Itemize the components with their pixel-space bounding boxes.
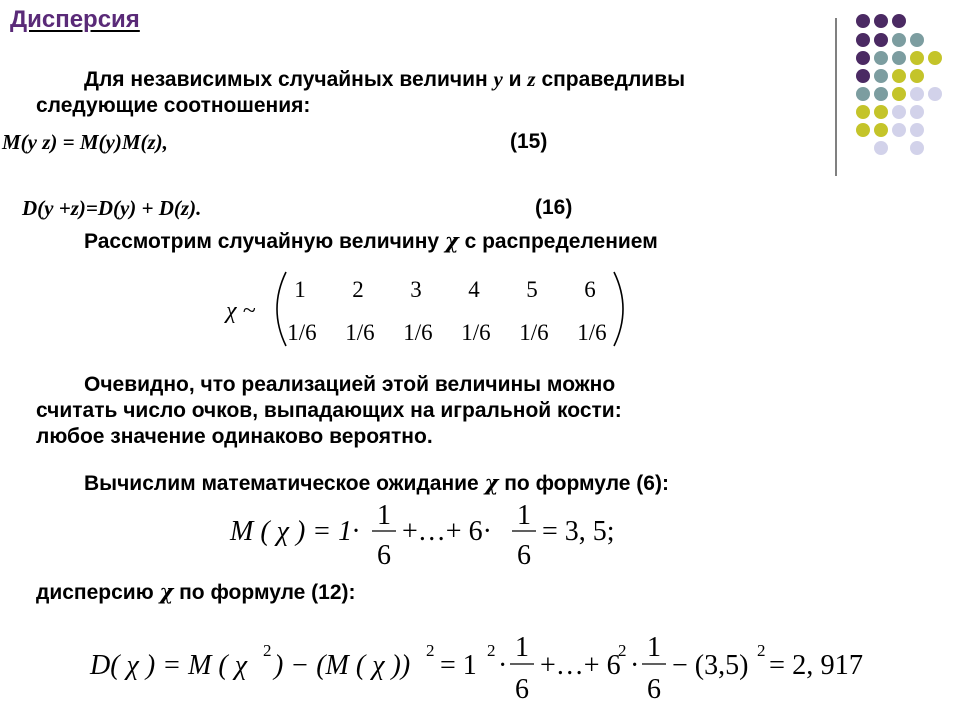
var-frac1-den: 6 — [515, 674, 529, 705]
chi-symbol: χ — [159, 579, 174, 604]
var-dot1: · — [498, 650, 508, 681]
var-mid4: − (3,5) — [672, 650, 749, 681]
prob-row — [287, 320, 606, 345]
var-lhs: D( χ ) = M ( χ — [90, 650, 248, 681]
consider-text-a: Рассмотрим случайную величину — [84, 230, 445, 253]
decor-dot — [874, 105, 888, 119]
variance-formula — [88, 624, 868, 714]
var-rhs: = 2, 917 — [769, 650, 863, 681]
decor-dot — [928, 87, 942, 101]
intro-text-b: справедливы — [535, 68, 686, 91]
decor-dot — [910, 51, 924, 65]
var-mid3: +…+ 6 — [540, 650, 621, 681]
obvious-paragraph — [36, 372, 836, 450]
decor-dot — [910, 105, 924, 119]
decor-dot — [856, 123, 870, 137]
variance-label-text-a: дисперсию — [36, 581, 160, 604]
decor-dot — [892, 105, 906, 119]
var-z: z — [527, 67, 536, 91]
distribution-matrix — [222, 266, 642, 352]
var-sq4: 2 — [618, 641, 627, 660]
decor-dot — [892, 87, 906, 101]
compute-mean-line — [84, 470, 669, 496]
mean-rhs: = 3, 5; — [542, 516, 615, 547]
obvious-line-3: любое значение одинаково вероятно. — [36, 425, 433, 448]
mean-lhs: M ( χ ) = 1· — [230, 516, 360, 547]
variance-label — [36, 579, 356, 605]
decor-dot — [910, 87, 924, 101]
decor-dot — [856, 69, 870, 83]
decor-dot — [856, 105, 870, 119]
formula-16: D(y +z)=D(y) + D(z). — [22, 196, 202, 220]
value-cell: 1 — [294, 277, 306, 302]
distribution-symbol: χ ~ — [226, 298, 256, 324]
decor-dot — [874, 69, 888, 83]
variance-label-text-b: по формуле (12): — [173, 581, 356, 604]
decor-dot — [892, 14, 906, 28]
intro-text-a: Для независимых случайных величин — [84, 68, 494, 91]
decor-dot — [910, 141, 924, 155]
prob-cell: 1/6 — [345, 320, 375, 345]
slide-title: Дисперсия — [10, 6, 140, 33]
intro-and: и — [502, 68, 528, 91]
chi-symbol: χ — [444, 228, 459, 253]
value-cell: 3 — [410, 277, 422, 302]
var-y: y — [493, 67, 503, 91]
var-sq3: 2 — [487, 641, 496, 660]
value-cell: 6 — [584, 277, 596, 302]
mean-formula — [226, 494, 646, 574]
right-paren — [614, 272, 623, 346]
var-sq5: 2 — [757, 641, 766, 660]
var-sq2: 2 — [426, 641, 435, 660]
intro-line-1 — [36, 66, 826, 93]
var-mid2: = 1 — [440, 650, 477, 681]
intro-paragraph — [36, 66, 826, 119]
decor-dot — [874, 141, 888, 155]
left-paren — [277, 272, 286, 346]
var-mid1: ) − (M ( χ )) — [274, 650, 411, 681]
prob-cell: 1/6 — [403, 320, 433, 345]
compute-mean-text-b: по формуле (6): — [498, 472, 669, 495]
decor-dot — [892, 123, 906, 137]
prob-cell: 1/6 — [577, 320, 607, 345]
value-cell: 4 — [468, 277, 480, 302]
compute-mean-text-a: Вычислим математическое ожидание — [84, 472, 485, 495]
decor-dot — [874, 51, 888, 65]
decor-dot — [856, 87, 870, 101]
obvious-line-1: Очевидно, что реализацией этой величины можно — [84, 373, 616, 396]
decor-dot — [928, 51, 942, 65]
prob-cell: 1/6 — [461, 320, 491, 345]
intro-line-2: следующие соотношения: — [36, 94, 311, 117]
decor-dot — [874, 123, 888, 137]
mean-mid: +…+ 6· — [402, 516, 492, 547]
prob-cell: 1/6 — [519, 320, 549, 345]
chi-symbol: χ — [484, 470, 499, 495]
decor-dot — [910, 33, 924, 47]
consider-line — [84, 228, 658, 254]
var-frac1-num: 1 — [515, 632, 529, 663]
formula-16-number: (16) — [535, 196, 573, 219]
mean-frac2-num: 1 — [517, 500, 531, 531]
decor-dot — [874, 33, 888, 47]
decor-dot — [892, 69, 906, 83]
mean-frac1-den: 6 — [377, 540, 391, 571]
mean-frac1-num: 1 — [377, 500, 391, 531]
obvious-line-2: считать число очков, выпадающих на игральной кости: — [36, 399, 622, 422]
formula-15: M(y z) = M(y)M(z), — [2, 130, 168, 154]
mean-frac2-den: 6 — [517, 540, 531, 571]
decor-dot — [874, 87, 888, 101]
value-cell: 5 — [526, 277, 538, 302]
decor-dot — [874, 14, 888, 28]
decor-dot — [856, 33, 870, 47]
decor-dot — [892, 33, 906, 47]
decor-dot — [910, 123, 924, 137]
var-frac2-den: 6 — [647, 674, 661, 705]
value-row — [294, 277, 596, 302]
decor-dot — [856, 51, 870, 65]
decor-divider — [835, 18, 837, 176]
formula-15-number: (15) — [510, 130, 548, 153]
prob-cell: 1/6 — [287, 320, 317, 345]
var-frac2-num: 1 — [647, 632, 661, 663]
decor-dot — [910, 69, 924, 83]
value-cell: 2 — [352, 277, 364, 302]
decor-dot — [892, 51, 906, 65]
decor-dot — [856, 14, 870, 28]
var-sq1: 2 — [263, 641, 272, 660]
consider-text-b: с распределением — [458, 230, 658, 253]
var-dot2: · — [630, 650, 640, 681]
